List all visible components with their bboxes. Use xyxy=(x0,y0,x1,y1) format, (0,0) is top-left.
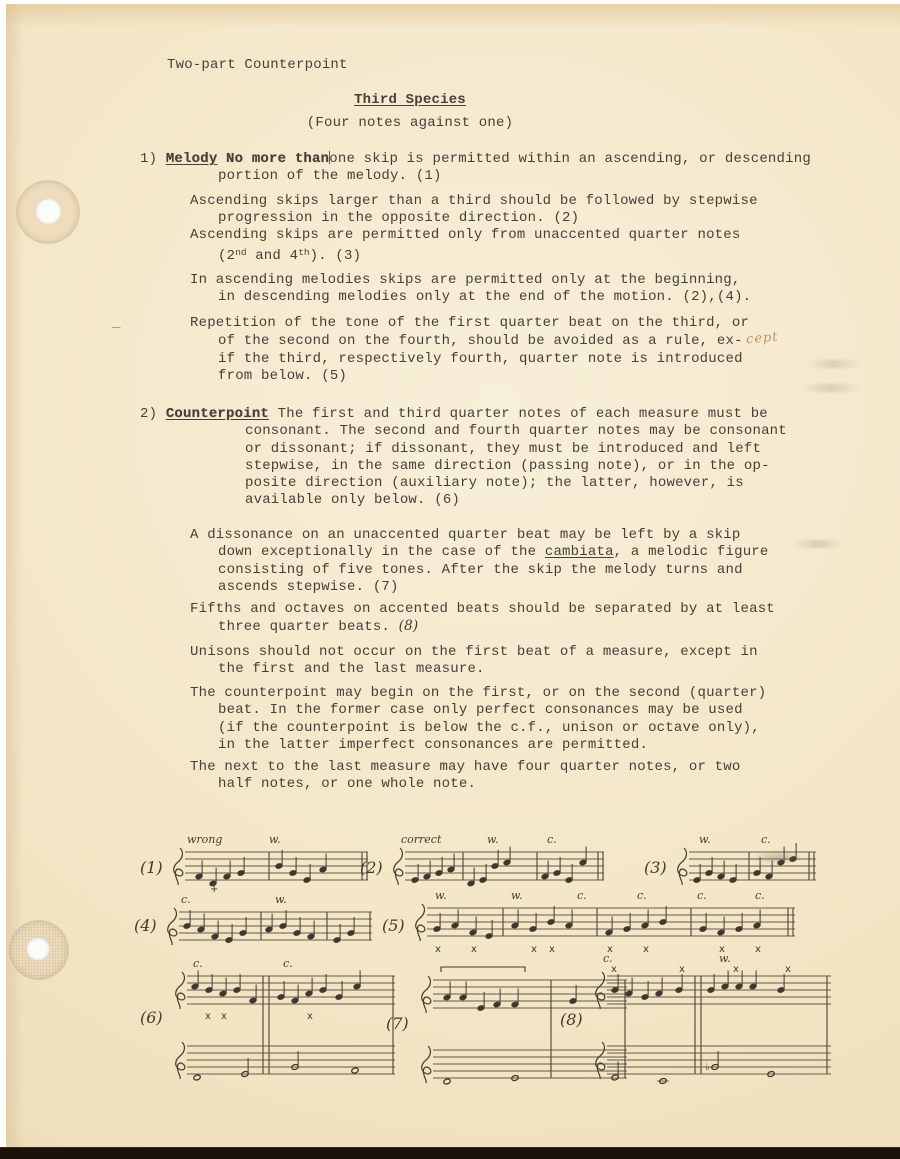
bold-phrase: No more than xyxy=(217,151,330,167)
doc-title: Two-part Counterpoint xyxy=(167,57,348,73)
pencil-smudge xyxy=(800,384,860,392)
text-line xyxy=(140,244,880,265)
text-line: or dissonant; if dissonant, they must be introduced and left xyxy=(245,440,762,457)
ink-smudge xyxy=(752,851,804,864)
text-line: Repetition of the tone of the first quarter beat on the third, or xyxy=(190,315,750,331)
text-line: portion of the melody. (1) xyxy=(218,168,442,185)
counterpoint-rule-4 xyxy=(140,644,880,679)
music-example-4 xyxy=(134,894,378,958)
music-example-3 xyxy=(644,834,823,898)
text-line: consisting of five tones. After the skip the melody turns and xyxy=(218,561,743,578)
music-example-5 xyxy=(382,890,801,960)
hole-punch xyxy=(26,937,50,961)
margin-dash: — xyxy=(112,320,121,336)
text-line: in the latter imperfect consonances are permitted. xyxy=(218,736,649,753)
text-line: progression in the opposite direction. (2) xyxy=(218,210,580,227)
example-number: (6) xyxy=(140,1008,163,1027)
counterpoint-label: Counterpoint xyxy=(165,406,270,422)
text-segment: down exceptionally in the case of the xyxy=(218,544,545,561)
pencil-annotation: cept xyxy=(745,329,779,348)
svg-text:c.: c. xyxy=(754,890,765,902)
counterpoint-rule-2 xyxy=(140,527,880,596)
scan-bottom-edge xyxy=(0,1147,900,1159)
music-staff-3 xyxy=(673,834,823,898)
text-segment: ). (3) xyxy=(309,248,362,265)
section-heading-text: Third Species xyxy=(354,92,466,108)
svg-text:c.: c. xyxy=(180,894,191,906)
melody-rule-4 xyxy=(140,272,880,307)
example-number: (5) xyxy=(382,916,405,935)
melody-rule-1 xyxy=(140,151,880,186)
music-staff-1 xyxy=(169,834,374,898)
example-number: (2) xyxy=(360,858,383,877)
svg-text:x: x xyxy=(732,964,739,975)
text-line: A dissonance on an unaccented quarter beat may be left by a skip xyxy=(190,527,741,543)
melody-rule-3 xyxy=(140,227,880,266)
text-line: consonant. The second and fourth quarter notes may be consonant xyxy=(245,423,787,440)
svg-text:w.: w. xyxy=(510,890,523,902)
svg-text:x: x xyxy=(678,964,685,975)
text-segment: one skip is permitted within an ascending, or descending xyxy=(329,151,811,167)
svg-text:x: x xyxy=(220,1011,227,1022)
text-line: Ascending skips are permitted only from unaccented quarter notes xyxy=(190,227,741,243)
example-number: (7) xyxy=(386,1014,409,1033)
section-heading xyxy=(140,92,680,109)
text-line xyxy=(140,151,880,168)
svg-text:x: x xyxy=(204,1011,211,1022)
pencil-smudge xyxy=(792,540,844,548)
text-segment: (2 xyxy=(218,248,236,265)
svg-text:c.: c. xyxy=(282,958,293,970)
svg-text:w.: w. xyxy=(434,890,447,902)
text-line xyxy=(140,618,880,636)
music-staff-4 xyxy=(163,894,378,958)
text-line: if the third, respectively fourth, quarter note is introduced xyxy=(218,350,743,367)
handwritten-number: (8) xyxy=(398,618,419,635)
svg-text:c.: c. xyxy=(602,954,613,965)
text-line: In ascending melodies skips are permitted only at the beginning, xyxy=(190,272,741,288)
ordinal-superscript: th xyxy=(298,247,310,259)
music-staff-5 xyxy=(411,890,801,960)
text-line: the first and the last measure. xyxy=(218,661,485,678)
counterpoint-rule-5 xyxy=(140,685,880,754)
svg-text:c.: c. xyxy=(192,958,203,970)
text-segment: three quarter beats. xyxy=(218,619,399,636)
music-example-8 xyxy=(560,954,839,1096)
counterpoint-rule-1 xyxy=(140,406,880,510)
text-line: in descending melodies only at the end of the motion. (2),(4). xyxy=(218,289,752,306)
melody-rule-5 xyxy=(140,315,880,385)
music-staff-2 xyxy=(389,834,611,898)
item-number: 2) xyxy=(140,406,166,422)
svg-text:x: x xyxy=(306,1011,313,1022)
svg-text:x: x xyxy=(784,964,791,975)
svg-text:w.: w. xyxy=(268,834,281,846)
music-example-2 xyxy=(360,834,611,898)
text-segment: , a melodic figure xyxy=(613,544,769,561)
pencil-smudge xyxy=(806,360,860,368)
hole-punch xyxy=(35,198,62,225)
cambiata-term: cambiata xyxy=(544,544,614,561)
text-line: Unisons should not occur on the first beat of a measure, except in xyxy=(190,644,758,660)
counterpoint-rule-3 xyxy=(140,601,880,637)
text-line: Ascending skips larger than a third should be followed by stepwise xyxy=(190,193,758,209)
svg-text:c.: c. xyxy=(760,834,771,846)
svg-text:x: x xyxy=(470,944,477,955)
text-line: beat. In the former case only perfect consonances may be used xyxy=(218,702,743,719)
music-grand-staff-8 xyxy=(589,954,839,1096)
text-segment: of the second on the fourth, should be avoided as a rule, ex- xyxy=(218,333,743,350)
text-line: half notes, or one whole note. xyxy=(218,776,477,793)
text-segment: The first and third quarter notes of each measure must be xyxy=(269,406,768,422)
text-line: (if the counterpoint is below the c.f., unison or octave only), xyxy=(218,719,760,736)
svg-text:wrong: wrong xyxy=(186,834,223,846)
music-example-6 xyxy=(140,958,399,1096)
svg-text:+: + xyxy=(209,884,219,895)
ordinal-superscript: nd xyxy=(235,247,247,259)
text-segment: and 4 xyxy=(246,248,299,265)
music-example-1 xyxy=(140,834,374,898)
svg-text:w.: w. xyxy=(274,894,287,906)
text-line xyxy=(140,329,880,350)
svg-text:w.: w. xyxy=(718,954,731,965)
text-line: The next to the last measure may have four quarter notes, or two xyxy=(190,759,741,775)
item-number: 1) xyxy=(140,151,166,167)
text-line: posite direction (auxiliary note); the latter, however, is xyxy=(245,475,744,492)
svg-text:w.: w. xyxy=(698,834,711,846)
example-number: (1) xyxy=(140,858,163,877)
svg-text:c.: c. xyxy=(576,890,587,902)
melody-rule-2 xyxy=(140,193,880,228)
svg-text:c.: c. xyxy=(636,890,647,902)
text-line: The counterpoint may begin on the first, or on the second (quarter) xyxy=(190,685,767,701)
text-line: available only below. (6) xyxy=(245,492,461,509)
example-number: (4) xyxy=(134,916,157,935)
svg-text:x: x xyxy=(754,944,761,955)
svg-text:correct: correct xyxy=(400,834,442,846)
example-number: (3) xyxy=(644,858,667,877)
section-subheading: (Four notes against one) xyxy=(306,115,514,131)
svg-text:x: x xyxy=(434,944,441,955)
svg-text:c.: c. xyxy=(696,890,707,902)
text-line xyxy=(140,406,880,423)
svg-text:x: x xyxy=(610,964,617,975)
text-line: Fifths and octaves on accented beats should be separated by at least xyxy=(190,601,775,617)
svg-text:x: x xyxy=(548,944,555,955)
svg-text:x: x xyxy=(642,944,649,955)
counterpoint-rule-6 xyxy=(140,759,880,794)
melody-label: Melody xyxy=(165,151,218,167)
text-line: ascends stepwise. (7) xyxy=(218,578,399,595)
text-line: from below. (5) xyxy=(218,367,348,384)
text-line xyxy=(140,544,880,561)
svg-text:x: x xyxy=(530,944,537,955)
svg-text:x: x xyxy=(718,944,725,955)
svg-text:c.: c. xyxy=(546,834,557,846)
svg-text:♭: ♭ xyxy=(704,1062,710,1073)
svg-text:x: x xyxy=(606,944,613,955)
example-number: (8) xyxy=(560,1010,583,1029)
music-grand-staff-6 xyxy=(169,958,399,1096)
text-line: stepwise, in the same direction (passing note), or in the op- xyxy=(245,457,770,474)
svg-text:w.: w. xyxy=(486,834,499,846)
